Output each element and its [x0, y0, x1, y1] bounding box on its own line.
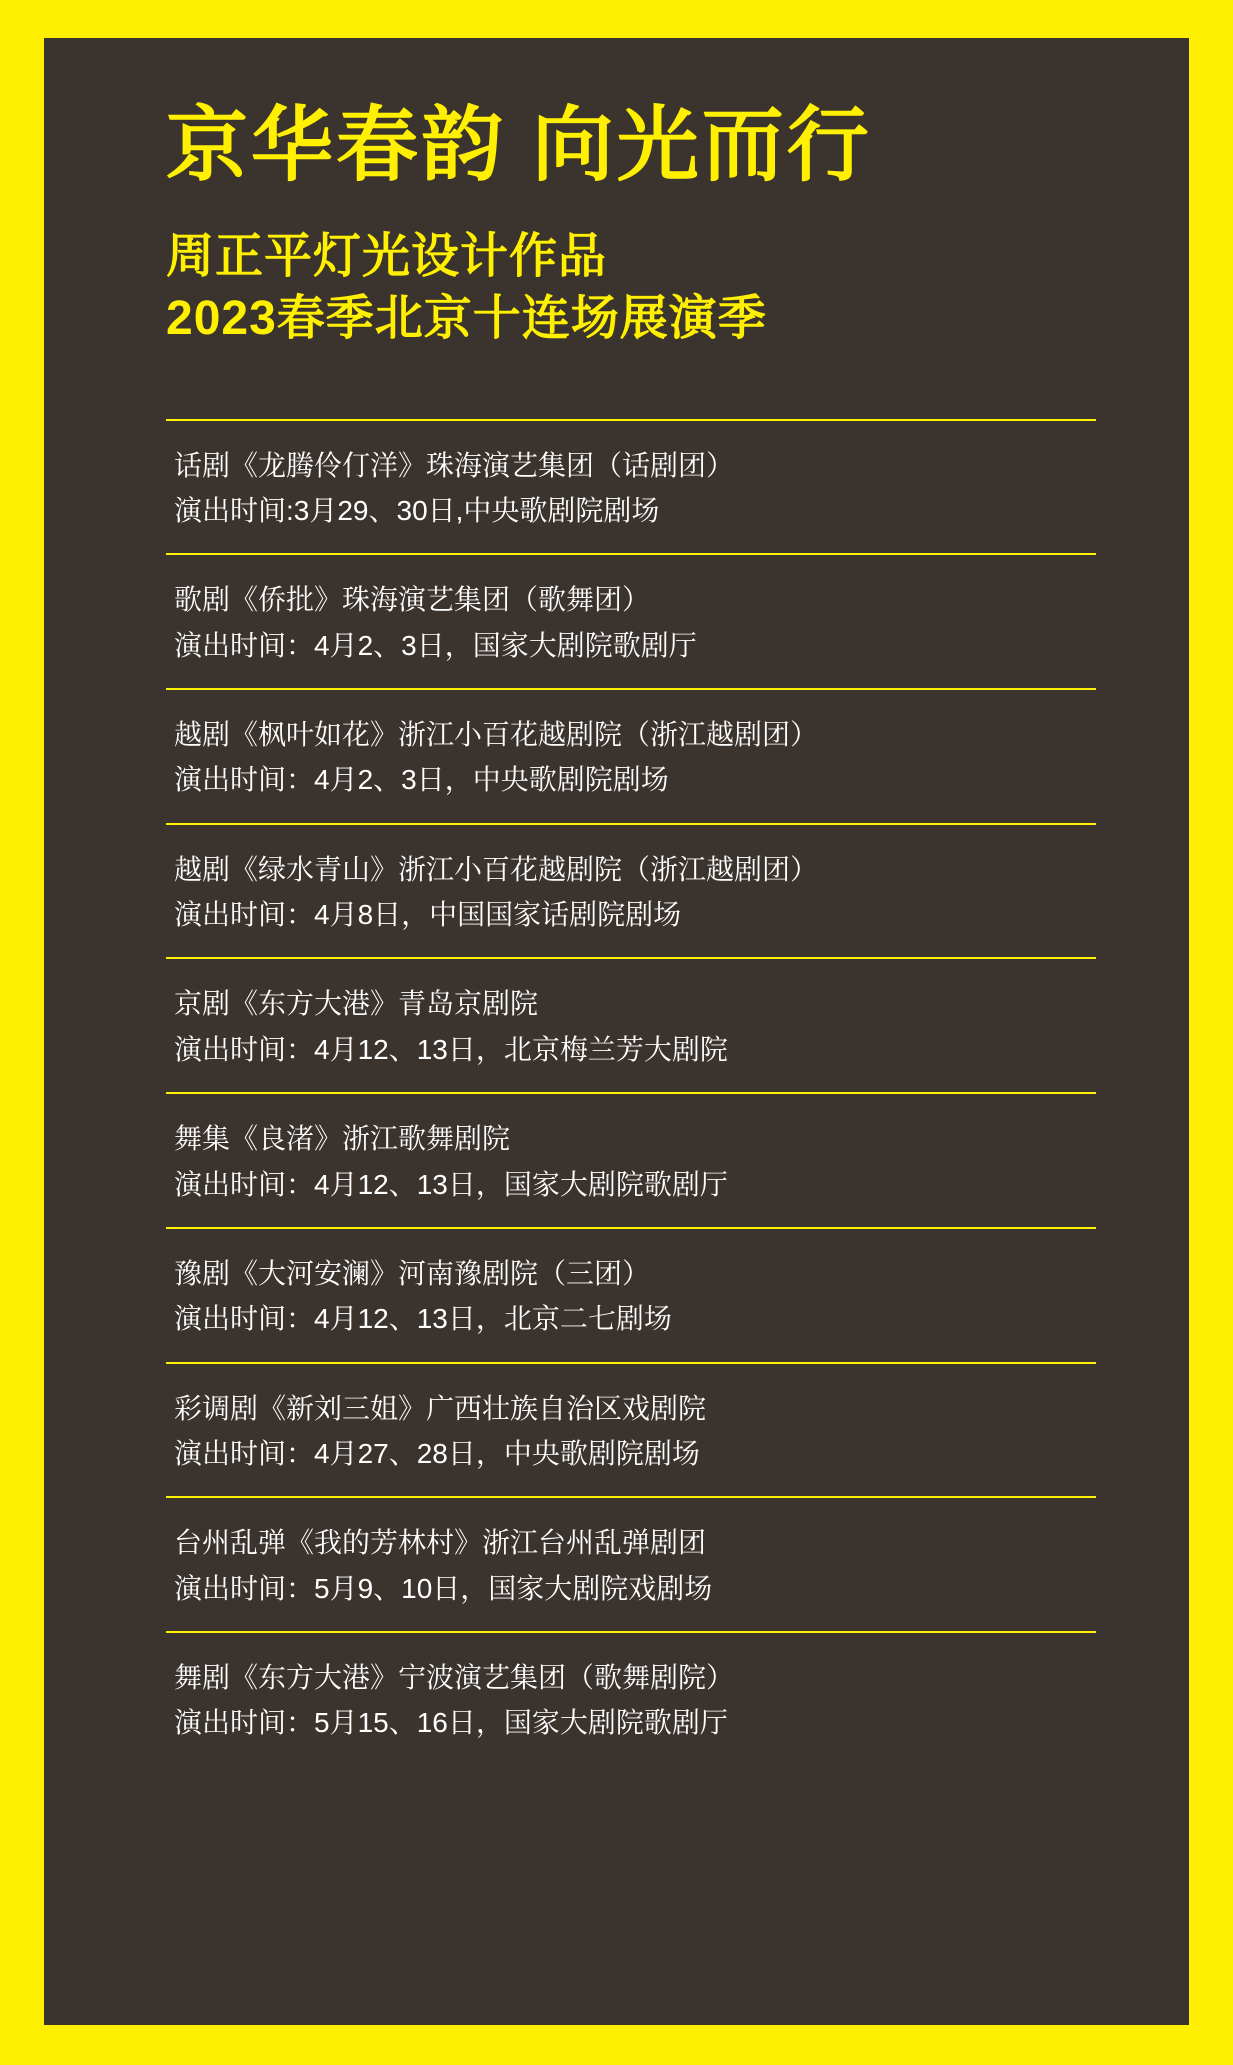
page-title: 京华春韵 向光而行: [166, 100, 872, 191]
performance-title: 舞集《良渚》浙江歌舞剧院: [174, 1123, 511, 1155]
performance-time: 演出时间：4月12、13日，北京二七剧场: [174, 1303, 672, 1335]
subtitle-line-2: 2023春季北京十连场展演季: [166, 292, 767, 346]
performance-time: 演出时间：4月12、13日，国家大剧院歌剧厅: [174, 1168, 728, 1200]
performance-time: 演出时间：4月8日，中国国家话剧院剧场: [174, 899, 682, 931]
list-item: [166, 823, 1096, 958]
list-item: [166, 957, 1096, 1092]
performance-title: 彩调剧《新刘三姐》广西壮族自治区戏剧院: [174, 1392, 707, 1424]
performance-title: 歌剧《侨批》珠海演艺集团（歌舞团）: [174, 584, 651, 616]
performance-time: 演出时间：5月15、16日，国家大剧院歌剧厅: [174, 1707, 728, 1739]
performance-title: 话剧《龙腾伶仃洋》珠海演艺集团（话剧团）: [174, 449, 735, 481]
performance-time: 演出时间：4月2、3日，国家大剧院歌剧厅: [174, 629, 697, 661]
performance-list: [166, 419, 1096, 1746]
list-item: [166, 1362, 1096, 1497]
subtitle-line-1: 周正平灯光设计作品: [166, 229, 608, 283]
list-item: [166, 553, 1096, 688]
performance-title: 越剧《枫叶如花》浙江小百花越剧院（浙江越剧团）: [174, 719, 819, 751]
list-item: [166, 419, 1096, 554]
performance-time: 演出时间：5月9、10日，国家大剧院戏剧场: [174, 1572, 713, 1604]
performance-title: 舞剧《东方大港》宁波演艺集团（歌舞剧院）: [174, 1662, 735, 1694]
performance-title: 京剧《东方大港》青岛京剧院: [174, 988, 539, 1020]
performance-time: 演出时间:3月29、30日,中央歌剧院剧场: [174, 494, 660, 526]
list-item: [166, 1496, 1096, 1631]
performance-title: 越剧《绿水青山》浙江小百花越剧院（浙江越剧团）: [174, 853, 819, 885]
list-item: [166, 1092, 1096, 1227]
performance-title: 台州乱弹《我的芳林村》浙江台州乱弹剧团: [174, 1527, 707, 1559]
performance-time: 演出时间：4月12、13日，北京梅兰芳大剧院: [174, 1033, 728, 1065]
performance-time: 演出时间：4月2、3日，中央歌剧院剧场: [174, 764, 669, 796]
list-item: [166, 1227, 1096, 1362]
poster-panel: [44, 38, 1189, 2025]
performance-time: 演出时间：4月27、28日，中央歌剧院剧场: [174, 1438, 700, 1469]
list-item: [166, 1631, 1096, 1746]
poster-subtitle: [166, 226, 1113, 351]
list-item: [166, 688, 1096, 823]
performance-title: 豫剧《大河安澜》河南豫剧院（三团）: [174, 1257, 651, 1289]
